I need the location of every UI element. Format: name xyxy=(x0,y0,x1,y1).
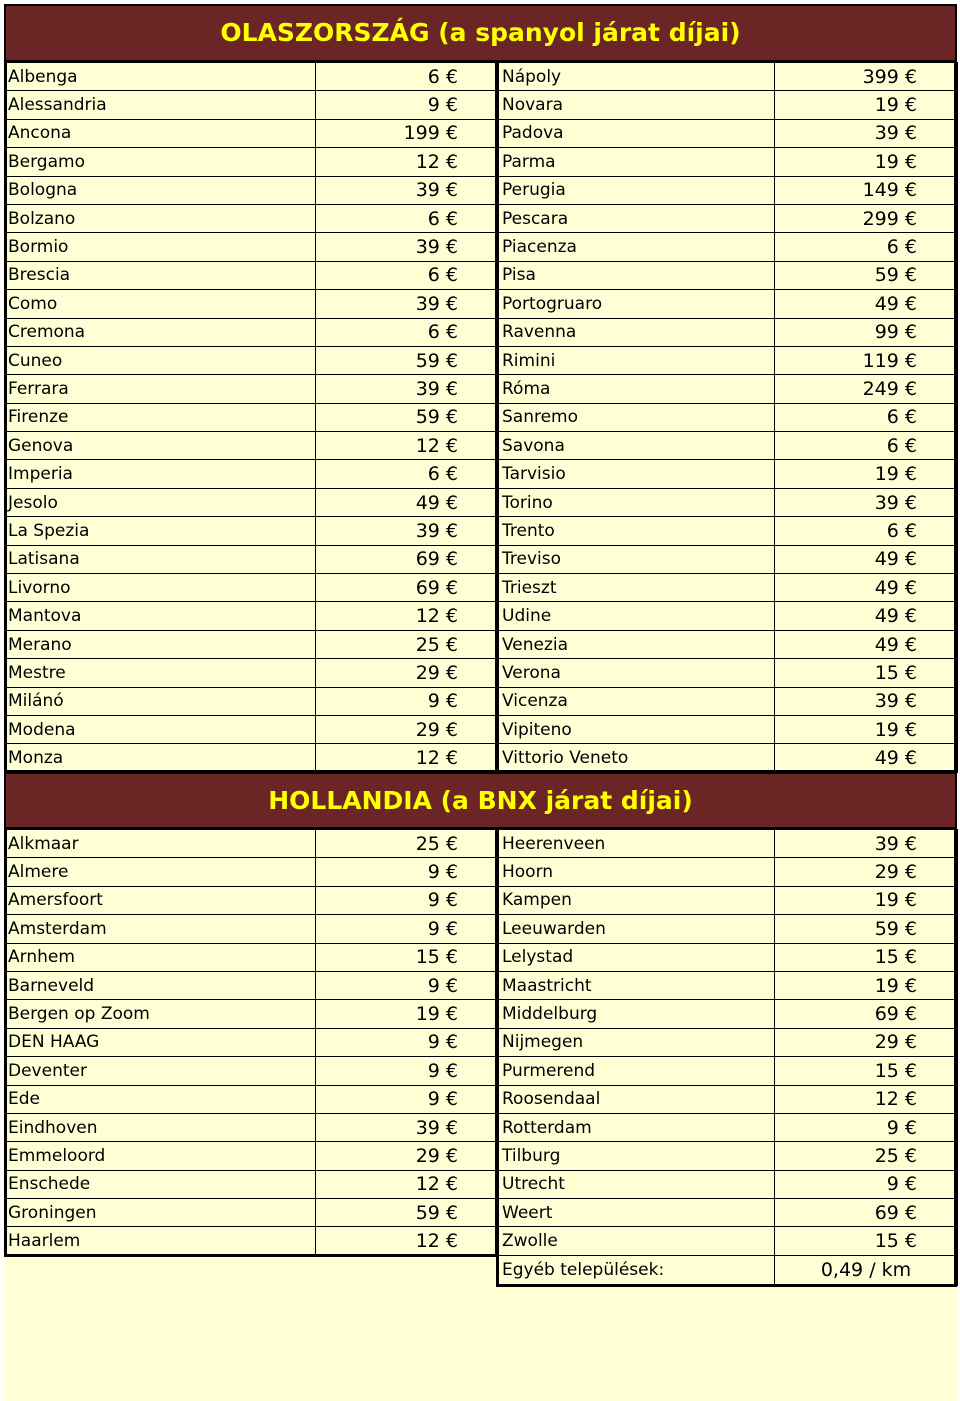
table-row xyxy=(5,630,499,658)
city-name: Pisa xyxy=(499,261,775,289)
city-name: Eindhoven xyxy=(5,1113,316,1141)
city-price: 29 € xyxy=(316,1142,499,1170)
table-row xyxy=(499,1000,958,1028)
table-row xyxy=(5,574,499,602)
city-name: Piacenza xyxy=(499,233,775,261)
table-row xyxy=(5,176,499,204)
city-price: 12 € xyxy=(316,1170,499,1198)
table-row xyxy=(5,119,499,147)
city-name: Mantova xyxy=(5,602,316,630)
city-price: 15 € xyxy=(775,1227,958,1255)
city-price: 25 € xyxy=(316,830,499,858)
table-row xyxy=(5,971,499,999)
city-name: Emmeloord xyxy=(5,1142,316,1170)
city-name: Torino xyxy=(499,488,775,516)
city-price: 149 € xyxy=(775,176,958,204)
city-name: Rotterdam xyxy=(499,1113,775,1141)
table-row xyxy=(5,915,499,943)
city-price: 39 € xyxy=(775,488,958,516)
city-price: 6 € xyxy=(316,204,499,232)
table-row xyxy=(499,261,958,289)
city-price: 19 € xyxy=(775,886,958,914)
city-name: Tarvisio xyxy=(499,460,775,488)
city-name: Leeuwarden xyxy=(499,915,775,943)
table-row xyxy=(499,943,958,971)
city-name: Brescia xyxy=(5,261,316,289)
city-name: Vipiteno xyxy=(499,715,775,743)
city-price: 39 € xyxy=(775,687,958,715)
netherlands-title: HOLLANDIA (a BNX járat díjai) xyxy=(268,786,693,815)
table-row xyxy=(499,375,958,403)
table-row xyxy=(5,1057,499,1085)
city-name: Novara xyxy=(499,91,775,119)
city-name: Verona xyxy=(499,659,775,687)
table-row xyxy=(5,886,499,914)
city-price: 39 € xyxy=(775,830,958,858)
table-row xyxy=(499,659,958,687)
city-price: 6 € xyxy=(316,261,499,289)
city-price: 39 € xyxy=(316,1113,499,1141)
city-price: 9 € xyxy=(316,1057,499,1085)
other-settlements-row xyxy=(499,1255,958,1285)
city-name: Milánó xyxy=(5,687,316,715)
city-name: Purmerend xyxy=(499,1057,775,1085)
city-price: 12 € xyxy=(316,1227,499,1255)
city-name: Pescara xyxy=(499,204,775,232)
table-row xyxy=(499,119,958,147)
city-name: La Spezia xyxy=(5,517,316,545)
city-name: Arnhem xyxy=(5,943,316,971)
city-price: 29 € xyxy=(775,858,958,886)
table-row xyxy=(499,204,958,232)
city-name: Bormio xyxy=(5,233,316,261)
table-row xyxy=(5,715,499,743)
city-name: Nápoly xyxy=(499,63,775,91)
city-price: 49 € xyxy=(316,488,499,516)
city-price: 15 € xyxy=(775,943,958,971)
table-row xyxy=(499,602,958,630)
city-name: Cremona xyxy=(5,318,316,346)
city-name: Trento xyxy=(499,517,775,545)
city-price: 199 € xyxy=(316,119,499,147)
city-price: 19 € xyxy=(316,1000,499,1028)
city-price: 59 € xyxy=(316,1199,499,1227)
netherlands-header xyxy=(4,772,957,829)
table-row xyxy=(5,432,499,460)
city-price: 6 € xyxy=(775,233,958,261)
italy-header xyxy=(4,4,957,62)
table-row xyxy=(5,346,499,374)
city-price: 6 € xyxy=(316,460,499,488)
table-row xyxy=(5,858,499,886)
city-price: 59 € xyxy=(316,403,499,431)
city-price: 9 € xyxy=(316,1085,499,1113)
city-name: Sanremo xyxy=(499,403,775,431)
table-row xyxy=(5,517,499,545)
table-row xyxy=(499,460,958,488)
table-row xyxy=(499,545,958,573)
table-row xyxy=(499,830,958,858)
city-name: Ancona xyxy=(5,119,316,147)
netherlands-left-table xyxy=(4,829,499,1256)
city-price: 9 € xyxy=(775,1113,958,1141)
table-row xyxy=(499,1199,958,1227)
table-row xyxy=(5,943,499,971)
city-name: Rimini xyxy=(499,346,775,374)
city-name: Tilburg xyxy=(499,1142,775,1170)
table-row xyxy=(5,1028,499,1056)
table-row xyxy=(499,148,958,176)
city-price: 9 € xyxy=(316,687,499,715)
table-row xyxy=(499,915,958,943)
table-row xyxy=(499,91,958,119)
city-name: Modena xyxy=(5,715,316,743)
city-price: 299 € xyxy=(775,204,958,232)
city-price: 49 € xyxy=(775,574,958,602)
city-price: 59 € xyxy=(775,261,958,289)
city-price: 19 € xyxy=(775,460,958,488)
city-name: Firenze xyxy=(5,403,316,431)
table-row xyxy=(499,1170,958,1198)
table-row xyxy=(5,744,499,772)
city-name: Heerenveen xyxy=(499,830,775,858)
table-row xyxy=(5,659,499,687)
table-row xyxy=(499,290,958,318)
city-name: Ede xyxy=(5,1085,316,1113)
city-price: 6 € xyxy=(775,517,958,545)
table-row xyxy=(5,1000,499,1028)
city-price: 9 € xyxy=(316,1028,499,1056)
table-row xyxy=(499,574,958,602)
table-row xyxy=(5,318,499,346)
city-price: 12 € xyxy=(316,432,499,460)
italy-left-table xyxy=(4,62,499,773)
table-row xyxy=(499,687,958,715)
city-name: Ravenna xyxy=(499,318,775,346)
city-price: 9 € xyxy=(316,971,499,999)
city-name: Albenga xyxy=(5,63,316,91)
city-name: Almere xyxy=(5,858,316,886)
table-row xyxy=(5,460,499,488)
table-row xyxy=(5,290,499,318)
city-name: Latisana xyxy=(5,545,316,573)
table-row xyxy=(5,91,499,119)
city-price: 9 € xyxy=(316,91,499,119)
city-name: Como xyxy=(5,290,316,318)
city-name: Savona xyxy=(499,432,775,460)
italy-right-table xyxy=(498,62,958,773)
table-row xyxy=(499,346,958,374)
city-name: Bergen op Zoom xyxy=(5,1000,316,1028)
city-price: 39 € xyxy=(775,119,958,147)
city-price: 12 € xyxy=(316,148,499,176)
city-name: Vittorio Veneto xyxy=(499,744,775,772)
table-row xyxy=(499,1142,958,1170)
city-name: Zwolle xyxy=(499,1227,775,1255)
table-row xyxy=(5,602,499,630)
table-row xyxy=(499,488,958,516)
city-name: Bergamo xyxy=(5,148,316,176)
city-price: 12 € xyxy=(316,744,499,772)
city-name: Livorno xyxy=(5,574,316,602)
city-name: Udine xyxy=(499,602,775,630)
city-price: 49 € xyxy=(775,630,958,658)
table-row xyxy=(5,375,499,403)
city-name: Amsterdam xyxy=(5,915,316,943)
city-price: 59 € xyxy=(775,915,958,943)
city-price: 39 € xyxy=(316,233,499,261)
city-price: 39 € xyxy=(316,375,499,403)
table-row xyxy=(5,403,499,431)
table-row xyxy=(499,432,958,460)
table-row xyxy=(499,233,958,261)
table-row xyxy=(5,545,499,573)
city-price: 12 € xyxy=(316,602,499,630)
table-row xyxy=(499,630,958,658)
city-price: 49 € xyxy=(775,744,958,772)
city-price: 6 € xyxy=(316,318,499,346)
table-row xyxy=(5,204,499,232)
city-name: Weert xyxy=(499,1199,775,1227)
city-name: DEN HAAG xyxy=(5,1028,316,1056)
table-row xyxy=(5,1170,499,1198)
city-price: 6 € xyxy=(775,432,958,460)
city-price: 29 € xyxy=(775,1028,958,1056)
city-price: 69 € xyxy=(775,1000,958,1028)
city-name: Amersfoort xyxy=(5,886,316,914)
city-name: Imperia xyxy=(5,460,316,488)
city-name: Bolzano xyxy=(5,204,316,232)
other-settlements-price: 0,49 / km xyxy=(775,1255,958,1285)
city-price: 19 € xyxy=(775,91,958,119)
netherlands-right-table xyxy=(498,829,958,1286)
city-name: Hoorn xyxy=(499,858,775,886)
city-name: Kampen xyxy=(499,886,775,914)
city-price: 119 € xyxy=(775,346,958,374)
table-row xyxy=(5,1227,499,1255)
city-name: Vicenza xyxy=(499,687,775,715)
city-price: 39 € xyxy=(316,290,499,318)
table-row xyxy=(499,176,958,204)
city-name: Alkmaar xyxy=(5,830,316,858)
city-name: Parma xyxy=(499,148,775,176)
city-price: 59 € xyxy=(316,346,499,374)
city-price: 29 € xyxy=(316,659,499,687)
table-row xyxy=(5,1142,499,1170)
city-price: 29 € xyxy=(316,715,499,743)
city-price: 39 € xyxy=(316,517,499,545)
other-settlements-label: Egyéb települések: xyxy=(499,1255,775,1285)
city-price: 399 € xyxy=(775,63,958,91)
city-name: Utrecht xyxy=(499,1170,775,1198)
city-price: 19 € xyxy=(775,971,958,999)
city-name: Venezia xyxy=(499,630,775,658)
table-row xyxy=(5,687,499,715)
city-name: Groningen xyxy=(5,1199,316,1227)
city-price: 25 € xyxy=(775,1142,958,1170)
city-price: 15 € xyxy=(775,659,958,687)
city-name: Monza xyxy=(5,744,316,772)
city-price: 9 € xyxy=(316,915,499,943)
city-name: Haarlem xyxy=(5,1227,316,1255)
table-row xyxy=(499,403,958,431)
city-name: Maastricht xyxy=(499,971,775,999)
city-price: 15 € xyxy=(316,943,499,971)
table-row xyxy=(499,1227,958,1255)
city-name: Nijmegen xyxy=(499,1028,775,1056)
city-name: Róma xyxy=(499,375,775,403)
city-price: 69 € xyxy=(316,574,499,602)
city-price: 39 € xyxy=(316,176,499,204)
table-row xyxy=(5,488,499,516)
city-name: Cuneo xyxy=(5,346,316,374)
city-price: 19 € xyxy=(775,148,958,176)
city-price: 15 € xyxy=(775,1057,958,1085)
city-price: 19 € xyxy=(775,715,958,743)
city-name: Barneveld xyxy=(5,971,316,999)
table-row xyxy=(499,63,958,91)
table-row xyxy=(499,971,958,999)
city-name: Portogruaro xyxy=(499,290,775,318)
table-row xyxy=(5,830,499,858)
city-name: Jesolo xyxy=(5,488,316,516)
city-name: Bologna xyxy=(5,176,316,204)
city-price: 69 € xyxy=(316,545,499,573)
city-price: 9 € xyxy=(316,858,499,886)
city-name: Mestre xyxy=(5,659,316,687)
city-price: 49 € xyxy=(775,545,958,573)
city-price: 9 € xyxy=(775,1170,958,1198)
city-price: 9 € xyxy=(316,886,499,914)
table-row xyxy=(499,1028,958,1056)
table-row xyxy=(499,744,958,772)
city-price: 99 € xyxy=(775,318,958,346)
city-name: Genova xyxy=(5,432,316,460)
table-row xyxy=(5,261,499,289)
table-row xyxy=(5,63,499,91)
table-row xyxy=(499,517,958,545)
city-price: 12 € xyxy=(775,1085,958,1113)
city-name: Enschede xyxy=(5,1170,316,1198)
city-name: Merano xyxy=(5,630,316,658)
table-row xyxy=(5,1199,499,1227)
city-name: Trieszt xyxy=(499,574,775,602)
city-name: Lelystad xyxy=(499,943,775,971)
table-row xyxy=(499,318,958,346)
table-row xyxy=(499,715,958,743)
city-price: 49 € xyxy=(775,290,958,318)
city-name: Deventer xyxy=(5,1057,316,1085)
city-price: 25 € xyxy=(316,630,499,658)
table-row xyxy=(499,886,958,914)
italy-title: OLASZORSZÁG (a spanyol járat díjai) xyxy=(220,18,741,47)
city-name: Alessandria xyxy=(5,91,316,119)
city-name: Treviso xyxy=(499,545,775,573)
city-price: 6 € xyxy=(316,63,499,91)
city-name: Middelburg xyxy=(499,1000,775,1028)
table-row xyxy=(499,1085,958,1113)
table-row xyxy=(499,858,958,886)
city-name: Ferrara xyxy=(5,375,316,403)
city-price: 69 € xyxy=(775,1199,958,1227)
city-name: Roosendaal xyxy=(499,1085,775,1113)
city-price: 249 € xyxy=(775,375,958,403)
table-row xyxy=(5,233,499,261)
city-name: Perugia xyxy=(499,176,775,204)
table-row xyxy=(5,1085,499,1113)
table-row xyxy=(499,1057,958,1085)
city-price: 49 € xyxy=(775,602,958,630)
city-price: 6 € xyxy=(775,403,958,431)
table-row xyxy=(5,1113,499,1141)
table-row xyxy=(499,1113,958,1141)
table-row xyxy=(5,148,499,176)
city-name: Padova xyxy=(499,119,775,147)
